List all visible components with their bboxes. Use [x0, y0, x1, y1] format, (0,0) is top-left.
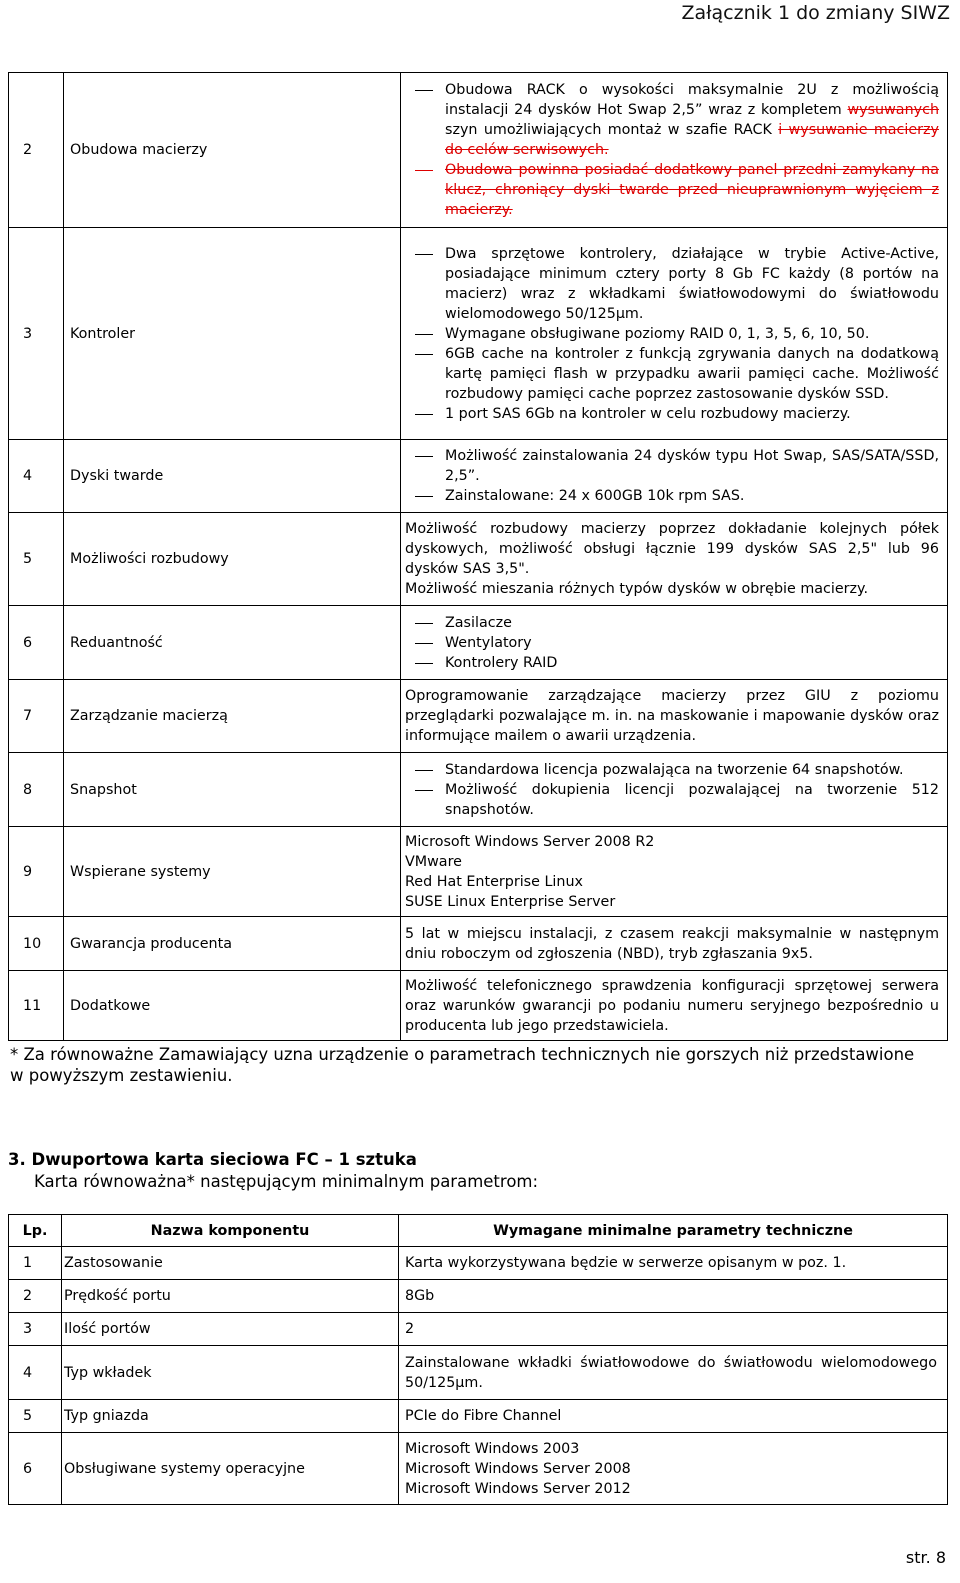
array-spec-table — [8, 72, 948, 1041]
row-component: Zastosowanie — [62, 1247, 399, 1280]
list-item: Kontrolery RAID — [405, 653, 939, 673]
param-text: Karta wykorzystywana będzie w serwerze opisanym w poz. 1. — [405, 1255, 847, 1271]
struck-text: i wysuwanie macierzy do celów serwisowych. — [445, 122, 939, 158]
row-component: Obsługiwane systemy operacyjne — [62, 1433, 399, 1505]
row-number: 5 — [9, 513, 64, 606]
row-component: Gwarancja producenta — [64, 917, 401, 971]
fc-card-spec-table — [8, 1214, 948, 1505]
param-text: Zainstalowane wkładki światłowodowe do światłowodu wielomodowego 50/125µm. — [405, 1354, 937, 1391]
row-component: Kontroler — [64, 228, 401, 440]
param-text: VMware — [405, 853, 462, 870]
table-row — [9, 971, 948, 1041]
list-item: Standardowa licencja pozwalająca na tworzenie 64 snapshotów. — [405, 760, 939, 780]
row-parameters — [401, 680, 948, 753]
table-row — [9, 917, 948, 971]
document-header-title: Załącznik 1 do zmiany SIWZ — [681, 2, 950, 24]
param-text: Microsoft Windows 2003 — [405, 1440, 580, 1457]
list-item: Wentylatory — [405, 633, 939, 653]
param-text: 5 lat w miejscu instalacji, z czasem reakcji maksymalnie w następnym dniu roboczym od zgłoszenia (NBD), tryb zgłaszania 9x5. — [405, 925, 939, 962]
row-number: 9 — [9, 827, 64, 917]
table-row — [9, 1400, 948, 1433]
table-row — [9, 73, 948, 228]
list-item: Wymagane obsługiwane poziomy RAID 0, 1, 3, 5, 6, 10, 50. — [405, 324, 939, 344]
row-parameters — [399, 1247, 948, 1280]
row-parameters — [401, 73, 948, 228]
section-title: 3. Dwuportowa karta sieciowa FC – 1 sztuka — [8, 1150, 417, 1169]
row-number: 8 — [9, 753, 64, 827]
row-component: Obudowa macierzy — [64, 73, 401, 228]
row-number: 3 — [9, 1313, 62, 1346]
row-parameters — [401, 917, 948, 971]
row-number: 11 — [9, 971, 64, 1041]
table-row — [9, 1313, 948, 1346]
table-header-row — [9, 1215, 948, 1247]
row-component: Dodatkowe — [64, 971, 401, 1041]
row-component: Ilość portów — [62, 1313, 399, 1346]
table-row — [9, 1247, 948, 1280]
row-component: Dyski twarde — [64, 440, 401, 513]
row-parameters — [399, 1400, 948, 1433]
row-component: Typ wkładek — [62, 1346, 399, 1400]
row-parameters — [401, 971, 948, 1041]
param-text: Oprogramowanie zarządzające macierzy przez GIU z poziomu przeglądarki pozwalające m. in. na maskowanie i mapowanie dysków oraz informujące mailem o awarii urządzenia. — [405, 688, 939, 744]
row-number: 4 — [9, 440, 64, 513]
param-text: 2 — [405, 1321, 415, 1337]
list-item: 6GB cache na kontroler z funkcją zgrywania danych na dodatkową kartę pamięci flash w przypadku awarii pamięci cache. Możliwość rozbudowy pamięci cache poprzez zastosowanie dysków SSD. — [405, 344, 939, 404]
table-row — [9, 1280, 948, 1313]
table-row — [9, 606, 948, 680]
row-number: 3 — [9, 228, 64, 440]
list-item: Obudowa RACK o wysokości maksymalnie 2U z możliwością instalacji 24 dysków Hot Swap 2,5” wraz z kompletem wysuwanych szyn umożliwiających montaż w szafie RACK i wysuwanie macierzy do celów serwisowych. — [405, 80, 939, 160]
page-number: str. 8 — [905, 1548, 946, 1567]
row-parameters — [399, 1433, 948, 1505]
column-header-lp: Lp. — [9, 1215, 62, 1247]
table-row — [9, 228, 948, 440]
row-component: Snapshot — [64, 753, 401, 827]
section-subtitle: Karta równoważna* następującym minimalnym parametrom: — [34, 1172, 539, 1191]
param-text: Możliwość rozbudowy macierzy poprzez dokładanie kolejnych półek dyskowych, możliwość obsługi łącznie 199 dysków SAS 2,5" lub 96 dysków SAS 3,5". — [405, 521, 939, 577]
row-parameters — [399, 1313, 948, 1346]
row-number: 10 — [9, 917, 64, 971]
param-text: Microsoft Windows Server 2008 — [405, 1460, 631, 1477]
column-header-parameters: Wymagane minimalne parametry techniczne — [399, 1215, 948, 1247]
list-item: 1 port SAS 6Gb na kontroler w celu rozbudowy macierzy. — [405, 404, 939, 424]
row-number: 1 — [9, 1247, 62, 1280]
param-text: 8Gb — [405, 1288, 435, 1304]
row-number: 6 — [9, 606, 64, 680]
list-item-struck: Obudowa powinna posiadać dodatkowy panel przedni zamykany na klucz, chroniący dyski twarde przed nieuprawnionym wyjęciem z macierzy. — [405, 160, 939, 220]
list-item: Możliwość dokupienia licencji pozwalającej na tworzenie 512 snapshotów. — [405, 780, 939, 820]
column-header-component: Nazwa komponentu — [62, 1215, 399, 1247]
param-text: SUSE Linux Enterprise Server — [405, 893, 616, 910]
row-parameters — [401, 513, 948, 606]
list-item: Możliwość zainstalowania 24 dysków typu Hot Swap, SAS/SATA/SSD, 2,5”. — [405, 446, 939, 486]
row-component: Prędkość portu — [62, 1280, 399, 1313]
row-parameters — [401, 827, 948, 917]
row-number: 4 — [9, 1346, 62, 1400]
row-number: 7 — [9, 680, 64, 753]
row-parameters — [401, 606, 948, 680]
row-component: Zarządzanie macierzą — [64, 680, 401, 753]
table-row — [9, 1433, 948, 1505]
footnote: * Za równoważne Zamawiający uzna urządzenie o parametrach technicznych nie gorszych niż przedstawione w powyższym zestawieniu. — [10, 1045, 915, 1085]
row-number: 6 — [9, 1433, 62, 1505]
row-number: 5 — [9, 1400, 62, 1433]
row-parameters — [401, 440, 948, 513]
row-parameters — [401, 228, 948, 440]
table-row — [9, 753, 948, 827]
struck-text: wysuwanych — [847, 102, 940, 118]
row-component: Reduantność — [64, 606, 401, 680]
list-item: Zasilacze — [405, 613, 939, 633]
table-row — [9, 440, 948, 513]
table-row — [9, 513, 948, 606]
row-number: 2 — [9, 1280, 62, 1313]
list-item: Zainstalowane: 24 x 600GB 10k rpm SAS. — [405, 486, 939, 506]
row-component: Wspierane systemy — [64, 827, 401, 917]
param-text: Możliwość telefonicznego sprawdzenia konfiguracji sprzętowej serwera oraz warunków gwarancji po podaniu numeru seryjnego bezpośrednio u producenta lub jego przedstawiciela. — [405, 977, 939, 1034]
table-row — [9, 827, 948, 917]
table-row — [9, 1346, 948, 1400]
param-text: Red Hat Enterprise Linux — [405, 873, 583, 890]
row-parameters — [399, 1346, 948, 1400]
row-component: Możliwości rozbudowy — [64, 513, 401, 606]
param-text: Microsoft Windows Server 2012 — [405, 1480, 631, 1497]
param-text: Microsoft Windows Server 2008 R2 — [405, 833, 655, 850]
row-number: 2 — [9, 73, 64, 228]
param-text: Możliwość mieszania różnych typów dysków w obrębie macierzy. — [405, 581, 869, 597]
row-component: Typ gniazda — [62, 1400, 399, 1433]
row-parameters — [401, 753, 948, 827]
list-item: Dwa sprzętowe kontrolery, działające w trybie Active-Active, posiadające minimum cztery porty 8 Gb FC każdy (8 portów na macierz) wraz z wkładkami światłowodowymi do światłowodu wielomodowego 50/125µm. — [405, 244, 939, 324]
param-text: PCIe do Fibre Channel — [405, 1408, 562, 1424]
table-row — [9, 680, 948, 753]
row-parameters — [399, 1280, 948, 1313]
